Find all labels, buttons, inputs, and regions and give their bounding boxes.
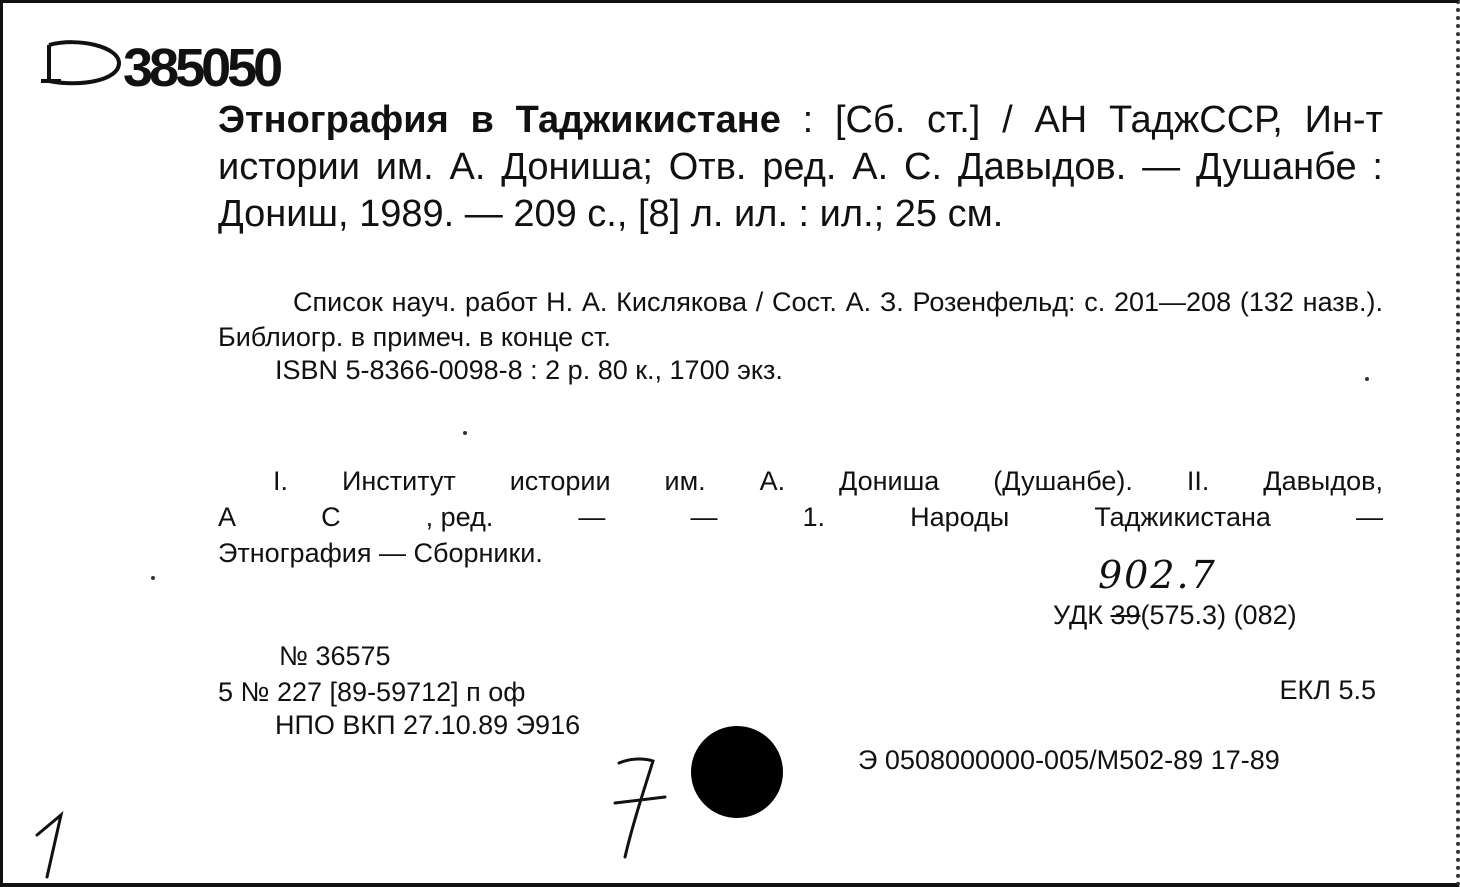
- tracing-word: Дониша: [839, 466, 940, 496]
- handwritten-udk: 902.7: [1098, 553, 1217, 597]
- tracing-word: I.: [273, 466, 289, 496]
- tracing-word: —: [578, 502, 606, 532]
- tracing-word: Институт: [341, 466, 456, 496]
- udk-classification: [1053, 600, 1297, 631]
- contents-note: Список науч. работ Н. А. Кислякова / Сост. А. З. Розенфельд: с. 201—208 (132 назв.). Библиогр. в примеч. в конце ст.: [218, 287, 1383, 352]
- tracing-word: Давыдов,: [1263, 466, 1383, 496]
- tracing-word: им.: [664, 466, 706, 496]
- tracing-word: Таджикистана: [1094, 502, 1271, 532]
- tracing-word: А.: [759, 466, 786, 496]
- tracing-word: Народы: [910, 502, 1010, 532]
- accession-number: № 36575: [279, 641, 391, 671]
- udk-struck-value: 39: [1110, 600, 1141, 630]
- tracing-word: А: [218, 502, 237, 532]
- tracing-line-2: [218, 499, 1383, 535]
- tracing-word: —: [690, 502, 718, 532]
- udk-value: (575.3) (082): [1140, 600, 1297, 630]
- bibliographic-description: [218, 97, 1383, 238]
- tracing-line-1: [218, 463, 1383, 499]
- tracing-word: истории: [509, 466, 611, 496]
- shelf-mark-icon: [39, 37, 123, 89]
- tracing-word: С: [321, 502, 341, 532]
- tracing-word: (Душанбе).: [993, 466, 1133, 496]
- handwritten-one-icon: [31, 811, 81, 881]
- tracing-word: 1.: [802, 502, 826, 532]
- handwritten-seven-icon: [603, 753, 683, 863]
- udk-prefix: УДК: [1053, 600, 1111, 630]
- book-title: Этнография в Таджикистане: [218, 99, 781, 141]
- isbn-line: ISBN 5-8366-0098-8 : 2 р. 80 к., 1700 экз.: [275, 355, 783, 385]
- order-line: 5 № 227 [89-59712] п оф: [218, 677, 526, 707]
- speck: [151, 576, 155, 580]
- speck: [1365, 377, 1369, 381]
- tracing-line-3: Этнография — Сборники.: [218, 538, 543, 568]
- description-body: : [Сб. ст.] / АН ТаджССР, Ин-т истории им. А. Дониша; Отв. ред. А. С. Давыдов. — Душанбе : Дониш, 1989. — 209 с., [8] л. ил. : ил.; 25 см.: [218, 99, 1383, 235]
- tracing-word: , ред.: [425, 502, 494, 532]
- speck: [463, 431, 467, 435]
- tracing-word: II.: [1186, 466, 1210, 496]
- card-hole-dot: [691, 726, 783, 818]
- ekl-code: ЕКЛ 5.5: [1279, 675, 1376, 705]
- inventory-number: 385050: [123, 38, 280, 98]
- printer-line: НПО ВКП 27.10.89 Э916: [275, 710, 581, 740]
- publisher-code: Э 0508000000-005/М502-89 17-89: [858, 745, 1280, 775]
- tracing-word: —: [1355, 502, 1383, 532]
